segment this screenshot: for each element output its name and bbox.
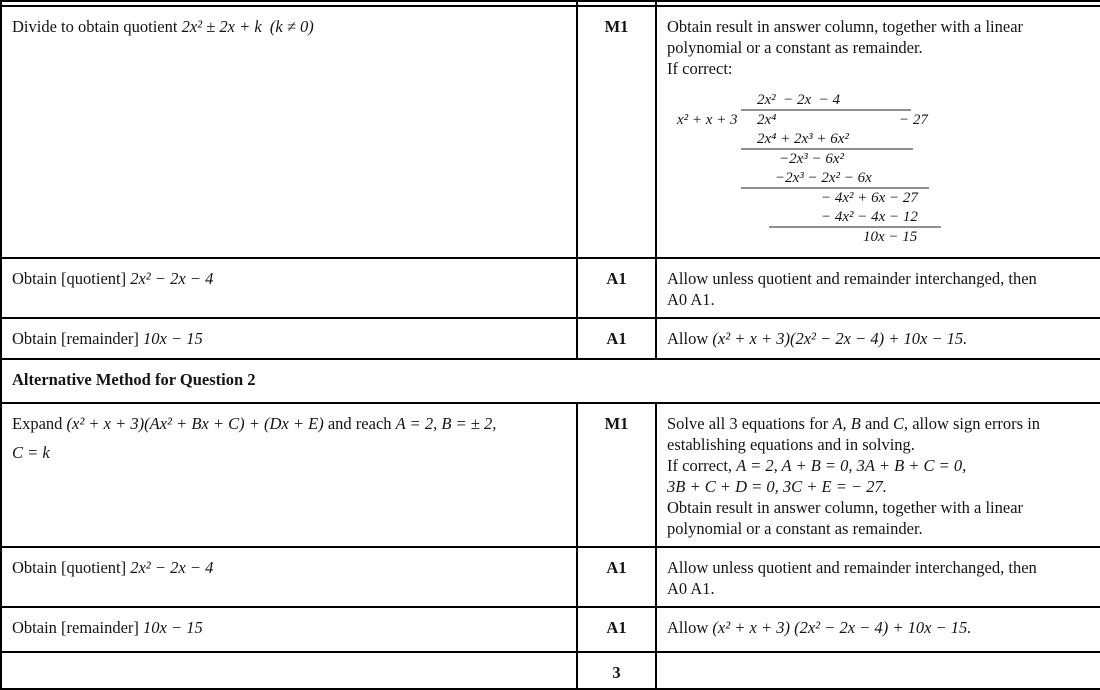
answer-cell	[1, 403, 577, 547]
answer-cell	[1, 258, 577, 318]
mark-cell	[577, 403, 656, 547]
guidance-cell	[656, 607, 1100, 651]
division-step-3: −2x³ − 2x² − 6x	[775, 170, 872, 187]
row-expand-m1	[1, 403, 1100, 547]
mark-label: M1	[604, 17, 629, 37]
guidance-text: Allow	[667, 329, 713, 349]
answer-cell	[1, 652, 577, 689]
guidance-math: A = 2, A + B = 0, 3A + B + C = 0,	[736, 455, 967, 475]
alternative-method-header-cell: Alternative Method for Question 2	[1, 359, 1100, 403]
guidance-text: Solve all 3 equations for	[667, 413, 833, 433]
answer-text: Expand	[12, 413, 67, 433]
division-step-2: −2x³ − 6x²	[779, 151, 845, 168]
answer-cell	[1, 6, 577, 258]
answer-text: and reach	[323, 413, 396, 433]
mark-cell	[577, 258, 656, 318]
answer-text: Divide to obtain quotient	[12, 17, 182, 37]
guidance-text: Allow	[667, 618, 713, 638]
guidance-line: establishing equations and in solving.	[667, 434, 915, 454]
division-quotient: 2x² − 2x − 4	[757, 92, 841, 109]
guidance-line: A0 A1.	[667, 578, 715, 598]
answer-text: Obtain [quotient]	[12, 268, 131, 288]
division-step-5: − 4x² − 4x − 12	[821, 209, 918, 226]
guidance-line: Allow unless quotient and remainder interchanged, then	[667, 557, 1037, 577]
row-total-marks	[1, 652, 1100, 689]
guidance-text: , allow sign errors in	[903, 413, 1041, 433]
guidance-line: Obtain result in answer column, together with a linear	[667, 17, 1024, 37]
guidance-math: (x² + x + 3)(2x² − 2x − 4) + 10x − 15.	[712, 329, 968, 349]
guidance-math: A, B	[832, 413, 861, 433]
division-step-1: 2x⁴ + 2x³ + 6x²	[757, 131, 849, 148]
row-quotient-a1	[1, 258, 1100, 318]
guidance-text: and	[860, 413, 893, 433]
answer-math: 2x² − 2x − 4	[130, 557, 214, 577]
answer-cell	[1, 607, 577, 651]
mark-label: M1	[604, 413, 629, 433]
row-remainder-a1	[1, 318, 1100, 358]
mark-cell	[577, 607, 656, 651]
guidance-cell	[656, 652, 1100, 689]
division-step-4: − 4x² + 6x − 27	[821, 190, 918, 207]
guidance-line: polynomial or a constant as remainder.	[667, 38, 923, 58]
division-dividend-tail: − 27	[899, 112, 928, 129]
answer-text: Obtain [remainder]	[12, 618, 144, 638]
guidance-cell	[656, 403, 1100, 547]
answer-text: Obtain [quotient]	[12, 557, 131, 577]
guidance-math: C	[892, 413, 904, 433]
guidance-line: Obtain result in answer column, together with a linear	[667, 497, 1024, 517]
answer-math: (x² + x + 3)(Ax² + Bx + C) + (Dx + E)	[66, 413, 324, 433]
row-divide-m1	[1, 6, 1100, 258]
division-dividend: 2x⁴	[757, 112, 777, 129]
guidance-cell	[656, 6, 1100, 258]
total-marks-label: 3	[612, 662, 621, 682]
answer-text: Obtain [remainder]	[12, 329, 144, 349]
guidance-math: (x² + x + 3) (2x² − 2x − 4) + 10x − 15.	[712, 618, 972, 638]
answer-math: A = 2, B = ± 2,	[395, 413, 497, 433]
guidance-text: If correct,	[667, 455, 737, 475]
answer-math: 10x − 15	[143, 618, 203, 638]
answer-math: C = k	[12, 442, 50, 462]
guidance-line: polynomial or a constant as remainder.	[667, 518, 923, 538]
mark-cell	[577, 318, 656, 358]
row-quotient-a1-alt	[1, 547, 1100, 607]
answer-cell	[1, 318, 577, 358]
guidance-math: 3B + C + D = 0, 3C + E = − 27.	[667, 476, 887, 496]
guidance-cell	[656, 547, 1100, 607]
long-division-working	[677, 91, 987, 249]
mark-label: A1	[606, 618, 627, 638]
division-remainder: 10x − 15	[863, 229, 918, 246]
mark-cell	[577, 652, 656, 689]
mark-cell	[577, 547, 656, 607]
guidance-line: If correct:	[667, 59, 733, 79]
row-alternative-method-header	[1, 359, 1100, 403]
guidance-cell	[656, 318, 1100, 358]
guidance-line: Allow unless quotient and remainder interchanged, then	[667, 268, 1037, 288]
answer-cell	[1, 547, 577, 607]
mark-cell	[577, 6, 656, 258]
guidance-cell	[656, 258, 1100, 318]
answer-math: 2x² − 2x − 4	[130, 268, 214, 288]
row-remainder-a1-alt	[1, 607, 1100, 651]
guidance-line: A0 A1.	[667, 289, 715, 309]
mark-label: A1	[606, 268, 627, 288]
answer-math: 2x² ± 2x + k (k ≠ 0)	[181, 17, 314, 37]
mark-label: A1	[606, 329, 627, 349]
mark-label: A1	[606, 557, 627, 577]
answer-math: 10x − 15	[143, 329, 203, 349]
division-divisor: x² + x + 3	[677, 112, 738, 129]
